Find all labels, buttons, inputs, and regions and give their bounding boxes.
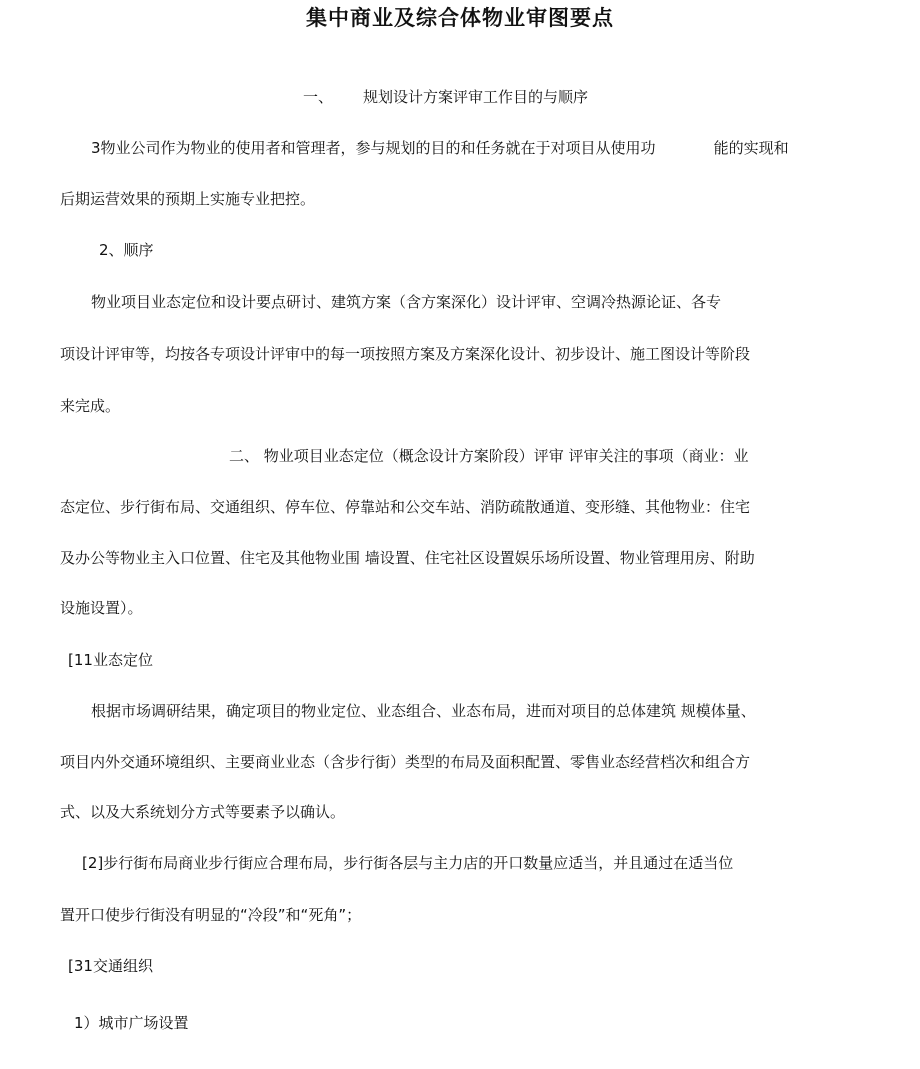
- paragraph-2-line-2: 项设计评审等，均按各专项设计评审中的每一项按照方案及方案深化设计、初步设计、施工图设计等阶段: [60, 345, 751, 363]
- section-2-line-1: 二、 物业项目业态定位（概念设计方案阶段）评审 评审关注的事项（商业：业: [229, 447, 749, 465]
- paragraph-3-line-2: 项目内外交通环境组织、主要商业业态（含步行街）类型的布局及面积配置、零售业态经营档次和组合方: [60, 753, 751, 771]
- item-11-heading: [11业态定位: [68, 651, 153, 669]
- paragraph-4-line-2: 置开口使步行街没有明显的“冷段”和“死角”；: [60, 906, 362, 924]
- paragraph-1-line-2: 后期运营效果的预期上实施专业把控。: [60, 190, 316, 208]
- section-2-line-3: 及办公等物业主入口位置、住宅及其他物业围 墙设置、住宅社区设置娱乐场所设置、物业管理用房、附助: [60, 549, 755, 567]
- paragraph-1-line-1-a: 3物业公司作为物业的使用者和管理者，参与规划的目的和任务就在于对项目从使用功: [91, 139, 656, 157]
- item-2-heading: 2、顺序: [99, 241, 154, 259]
- section-1-title: 规划设计方案评审工作目的与顺序: [363, 88, 589, 106]
- section-1-heading: [303, 87, 588, 107]
- section-2-line-4: 设施设置）。: [60, 599, 143, 617]
- document-title: 集中商业及综合体物业审图要点: [306, 6, 614, 30]
- section-1-number: 一、: [303, 88, 334, 106]
- section-2-line-2: 态定位、步行街布局、交通组织、停车位、停靠站和公交车站、消防疏散通道、变形缝、其他物业：住宅: [60, 498, 751, 516]
- paragraph-3-line-1: 根据市场调研结果，确定项目的物业定位、业态组合、业态布局，进而对项目的总体建筑 规模体量、: [91, 702, 756, 720]
- paragraph-4-line-1: [2]步行街布局商业步行街应合理布局，步行街各层与主力店的开口数量应适当，并且通过在适当位: [82, 854, 734, 872]
- paragraph-2-line-3: 来完成。: [60, 397, 121, 415]
- paragraph-2-line-1: 物业项目业态定位和设计要点研讨、建筑方案（含方案深化）设计评审、空调冷热源论证、各专: [91, 293, 722, 311]
- paragraph-1-line-1-b: 能的实现和: [713, 139, 789, 157]
- paragraph-1-line-1: [91, 138, 789, 158]
- item-city-plaza: 1）城市广场设置: [74, 1014, 189, 1032]
- item-31-heading: [31交通组织: [68, 957, 153, 975]
- paragraph-3-line-3: 式、以及大系统划分方式等要素予以确认。: [60, 803, 346, 821]
